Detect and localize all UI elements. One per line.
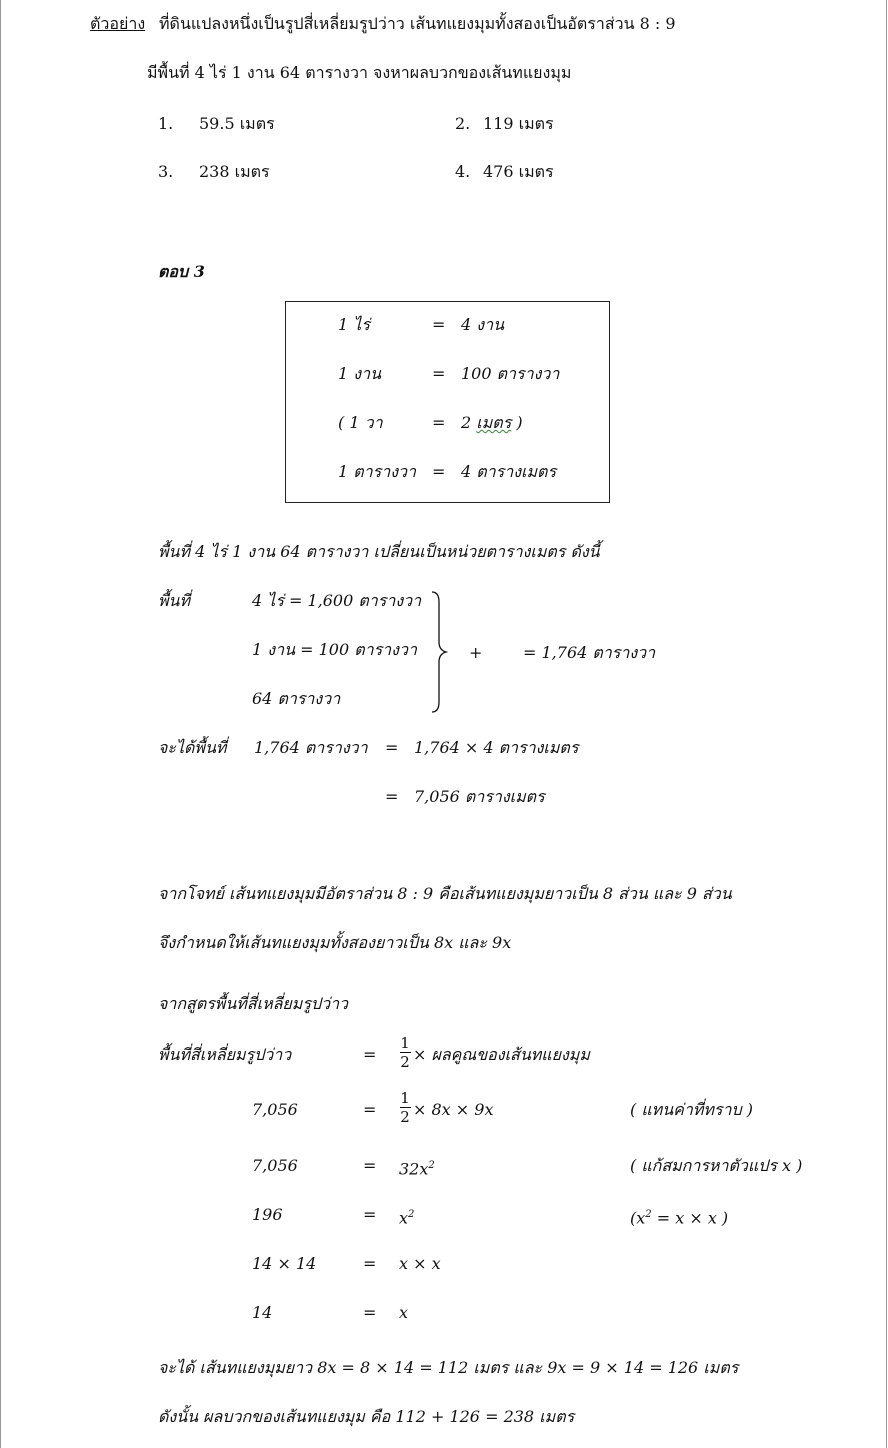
formula-note: ($x^2 = x \times x$ ) bbox=[630, 1208, 729, 1228]
area-sqm-equals: = bbox=[385, 787, 399, 806]
formula-equals: = bbox=[363, 1254, 377, 1273]
formula-right: × 8x × 9x bbox=[413, 1100, 494, 1119]
area-row: 4 ไร่ = 1,600 ตารางวา bbox=[252, 591, 422, 610]
formula-intro: จากสูตรพื้นที่สี่เหลี่ยมรูปว่าว bbox=[158, 994, 349, 1013]
area-sqm-calc: 1,764 × 4 ตารางเมตร bbox=[414, 738, 579, 757]
formula-equals: = bbox=[363, 1303, 377, 1322]
formula-left: พื้นที่สี่เหลี่ยมรูปว่าว bbox=[158, 1045, 292, 1064]
formula-left: 14 × 14 bbox=[252, 1254, 317, 1273]
area-row: 1 งาน = 100 ตารางวา bbox=[252, 640, 417, 659]
page-border-right bbox=[886, 0, 887, 1448]
conclusion-line-2: ดังนั้น ผลบวกของเส้นทแยงมุม คือ 112 + 126 = 238 เมตร bbox=[158, 1407, 575, 1426]
choice-number: 2. bbox=[455, 114, 471, 133]
formula-right: x × x bbox=[399, 1254, 441, 1273]
answer-label: ตอบ 3 bbox=[158, 262, 205, 281]
conversion-tail: ) bbox=[511, 413, 523, 432]
formula-left: 14 bbox=[252, 1303, 273, 1322]
exponent: 2 bbox=[428, 1160, 435, 1171]
unit-conversion-box bbox=[285, 301, 610, 503]
choice-text: 59.5 เมตร bbox=[199, 114, 275, 133]
conversion-equals: = bbox=[432, 462, 446, 481]
fraction-denominator: 2 bbox=[400, 1108, 410, 1126]
conversion-right bbox=[461, 413, 523, 433]
problem-line-2: มีพื้นที่ 4 ไร่ 1 งาน 64 ตารางวา จงหาผลบวกของเส้นทแยงมุม bbox=[147, 63, 572, 82]
page-border-left bbox=[0, 0, 1, 1448]
spellcheck-word: เมตร bbox=[476, 413, 512, 432]
choice-text: 119 เมตร bbox=[483, 114, 554, 133]
formula-left: 7,056 bbox=[252, 1156, 298, 1175]
conversion-left: 1 ไร่ bbox=[338, 315, 370, 334]
plus-sign: + bbox=[469, 643, 483, 662]
formula-left: 7,056 bbox=[252, 1100, 298, 1119]
problem-line-1: ที่ดินแปลงหนึ่งเป็นรูปสี่เหลี่ยมรูปว่าว เส้นทแยงมุมทั้งสองเป็นอัตราส่วน 8 : 9 bbox=[159, 14, 676, 33]
choice-text: 476 เมตร bbox=[483, 162, 554, 181]
example-label: ตัวอย่าง bbox=[90, 14, 146, 33]
conversion-left: 1 งาน bbox=[338, 364, 381, 383]
choice-number: 1. bbox=[158, 114, 174, 133]
formula-right bbox=[399, 1156, 435, 1179]
formula-term: x bbox=[399, 1208, 409, 1228]
choice-number: 3. bbox=[158, 162, 174, 181]
conversion-right: 4 งาน bbox=[461, 315, 504, 334]
formula-equals: = bbox=[363, 1100, 377, 1119]
conclusion-line-1: จะได้ เส้นทแยงมุมยาว 8x = 8 × 14 = 112 เมตร และ 9x = 9 × 14 = 126 เมตร bbox=[158, 1358, 739, 1377]
formula-right: × ผลคูณของเส้นทแยงมุม bbox=[413, 1045, 590, 1064]
exponent: 2 bbox=[645, 1209, 652, 1220]
choice-text: 238 เมตร bbox=[199, 162, 270, 181]
area-row: 64 ตารางวา bbox=[252, 689, 341, 708]
formula-equals: = bbox=[363, 1205, 377, 1224]
area-sqm-label: จะได้พื้นที่ bbox=[158, 738, 227, 757]
formula-right: x bbox=[399, 1303, 409, 1322]
conversion-value: 2 bbox=[461, 413, 472, 432]
formula-left: 196 bbox=[252, 1205, 283, 1224]
formula-term: 32x bbox=[399, 1159, 429, 1179]
conversion-left: 1 ตารางวา bbox=[338, 462, 416, 481]
conversion-right: 100 ตารางวา bbox=[461, 364, 560, 383]
exponent: 2 bbox=[408, 1209, 415, 1220]
conversion-equals: = bbox=[432, 413, 446, 432]
choice-number: 4. bbox=[455, 162, 471, 181]
area-label: พื้นที่ bbox=[158, 591, 191, 610]
conversion-equals: = bbox=[432, 315, 446, 334]
fraction-numerator: 1 bbox=[400, 1089, 410, 1107]
formula-note: ( แทนค่าที่ทราบ ) bbox=[630, 1100, 753, 1119]
conversion-left: ( 1 วา bbox=[338, 413, 383, 432]
area-sqm-equals: = bbox=[385, 738, 399, 757]
area-sum-result: = 1,764 ตารางวา bbox=[523, 643, 656, 662]
conversion-right: 4 ตารางเมตร bbox=[461, 462, 557, 481]
right-curly-brace bbox=[428, 590, 452, 714]
ratio-line-2: จึงกำหนดให้เส้นทแยงมุมทั้งสองยาวเป็น 8x และ 9x bbox=[158, 933, 512, 952]
area-sqm-result: 7,056 ตารางเมตร bbox=[414, 787, 545, 806]
area-sqm-value: 1,764 ตารางวา bbox=[254, 738, 368, 757]
area-intro: พื้นที่ 4 ไร่ 1 งาน 64 ตารางวา เปลี่ยนเป็นหน่วยตารางเมตร ดังนี้ bbox=[158, 542, 600, 561]
conversion-equals: = bbox=[432, 364, 446, 383]
formula-equals: = bbox=[363, 1156, 377, 1175]
fraction-numerator: 1 bbox=[400, 1034, 410, 1052]
fraction-denominator: 2 bbox=[400, 1053, 410, 1071]
ratio-line-1: จากโจทย์ เส้นทแยงมุมมีอัตราส่วน 8 : 9 คือเส้นทแยงมุมยาวเป็น 8 ส่วน และ 9 ส่วน bbox=[158, 884, 732, 903]
formula-right bbox=[399, 1205, 414, 1228]
formula-equals: = bbox=[363, 1045, 377, 1064]
formula-note: ( แก้สมการหาตัวแปร x ) bbox=[630, 1156, 803, 1175]
